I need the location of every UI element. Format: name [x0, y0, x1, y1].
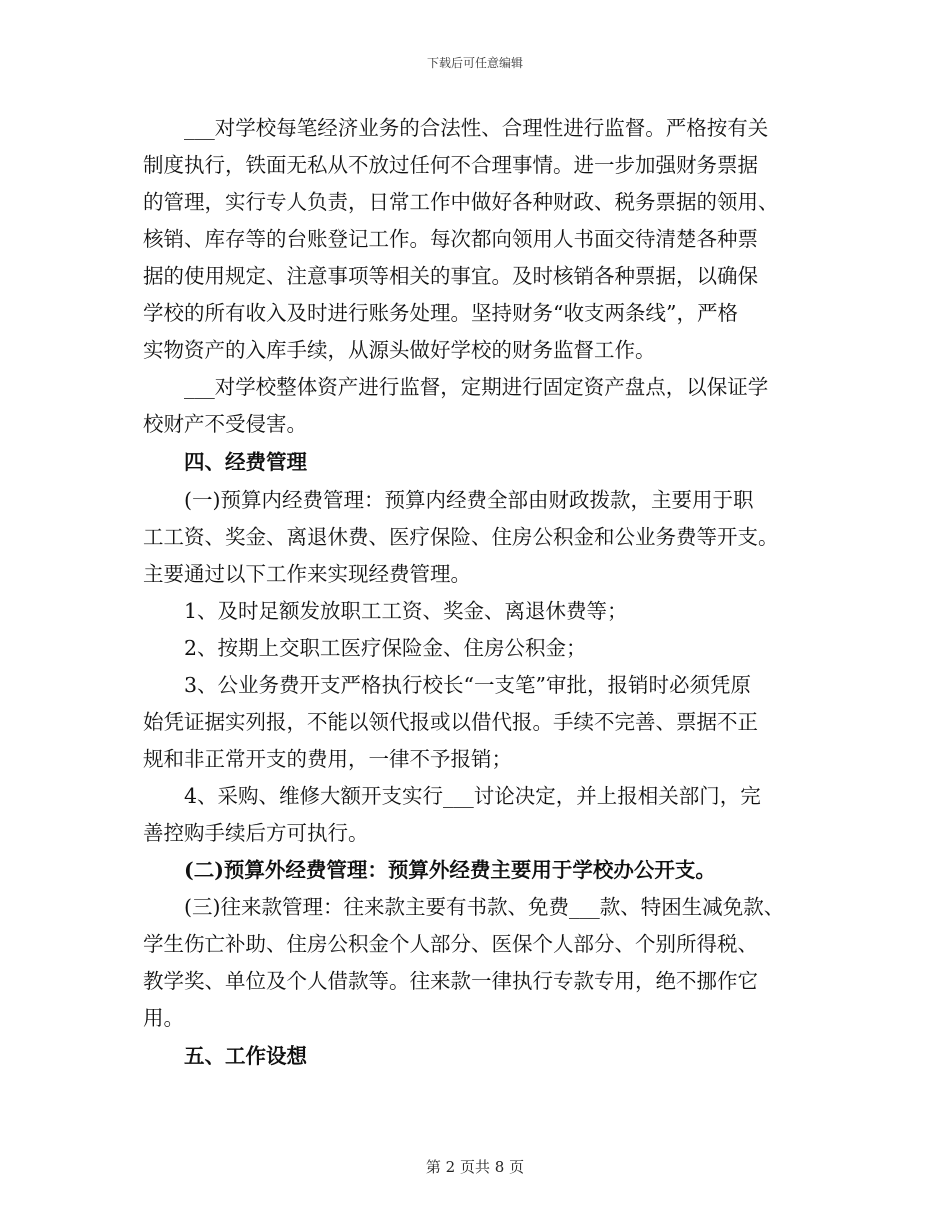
- section-heading: 五、工作设想: [184, 1044, 307, 1068]
- list-item: 3、公业务费开支严格执行校长“一支笔”审批，报销时必须凭原: [184, 673, 752, 697]
- paragraph-line: 始凭证据实列报，不能以领代报或以借代报。手续不完善、票据不正: [143, 710, 758, 734]
- paragraph-line: 实物资产的入库手续，从源头做好学校的财务监督工作。: [143, 338, 656, 362]
- paragraph-line: 用。: [143, 1006, 184, 1030]
- bold-paragraph-line: (二)预算外经费管理：预算外经费主要用于学校办公开支。: [184, 858, 716, 882]
- paragraph-line: ___对学校整体资产进行监督，定期进行固定资产盘点，以保证学: [184, 375, 769, 399]
- paragraph-line: ___对学校每笔经济业务的合法性、合理性进行监督。严格按有关: [184, 116, 769, 140]
- paragraph-line: 主要通过以下工作来实现经费管理。: [143, 562, 471, 586]
- paragraph-line: 据的使用规定、注意事项等相关的事宜。及时核销各种票据，以确保: [143, 264, 758, 288]
- paragraph-line: 工工资、奖金、离退休费、医疗保险、住房公积金和公业务费等开支。: [143, 525, 779, 549]
- page-header: 下载后可任意编辑: [426, 56, 523, 70]
- paragraph-line: (一)预算内经费管理：预算内经费全部由财政拨款，主要用于职: [184, 488, 754, 512]
- paragraph-line: 规和非正常开支的费用，一律不予报销；: [143, 747, 512, 771]
- list-item: 1、及时足额发放职工工资、奖金、离退休费等；: [184, 599, 628, 623]
- paragraph-line: 善控购手续后方可执行。: [143, 821, 369, 845]
- paragraph-line: 的管理，实行专人负责，日常工作中做好各种财政、税务票据的领用、: [143, 190, 779, 214]
- page-footer: 第 2 页共 8 页: [425, 1158, 525, 1176]
- section-heading: 四、经费管理: [184, 450, 307, 474]
- paragraph-line: 校财产不受侵害。: [143, 412, 307, 436]
- document-body: [143, 110, 823, 1076]
- paragraph-line: 学生伤亡补助、住房公积金个人部分、医保个人部分、个别所得税、: [143, 932, 758, 956]
- paragraph-line: 学校的所有收入及时进行账务处理。坚持财务“收支两条线”，严格: [143, 301, 738, 325]
- paragraph-line: (三)往来款管理：往来款主要有书款、免费___款、特困生减免款、: [184, 895, 785, 919]
- list-item: 4、采购、维修大额开支实行___讨论决定，并上报相关部门，完: [184, 784, 761, 808]
- list-item: 2、按期上交职工医疗保险金、住房公积金；: [184, 636, 587, 660]
- paragraph-line: 制度执行，铁面无私从不放过任何不合理事情。进一步加强财务票据: [143, 153, 758, 177]
- paragraph-line: 教学奖、单位及个人借款等。往来款一律执行专款专用，绝不挪作它: [143, 969, 758, 993]
- paragraph-line: 核销、库存等的台账登记工作。每次都向领用人书面交待清楚各种票: [143, 227, 758, 251]
